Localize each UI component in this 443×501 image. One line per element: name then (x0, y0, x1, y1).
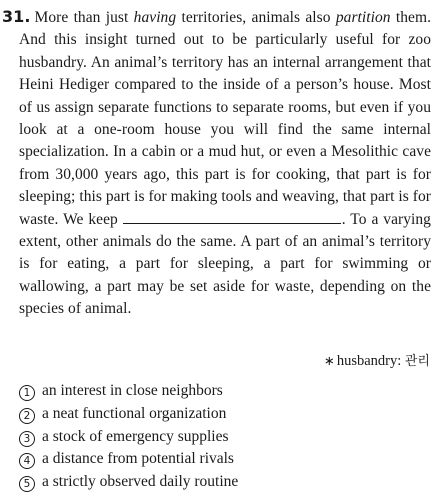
footnote-meaning: 관리 (404, 354, 430, 369)
option-marker-3: 3 (19, 431, 35, 447)
option-1[interactable] (19, 380, 238, 403)
passage-text-2: territories, animals also (176, 9, 336, 26)
option-marker-1: 1 (19, 385, 35, 401)
question-number: 31. (2, 7, 31, 26)
option-text-2: a neat functional organization (42, 404, 227, 422)
option-marker-4: 4 (19, 453, 35, 469)
option-text-1: an interest in close neighbors (42, 382, 223, 399)
option-3[interactable] (19, 426, 238, 449)
answer-options (19, 380, 238, 494)
question-number-wrap (0, 9, 35, 26)
passage-emphasis-having: having (133, 9, 177, 26)
passage-emphasis-partition: partition (335, 9, 391, 26)
footnote-star: ∗ (323, 354, 335, 369)
option-marker-5: 5 (19, 476, 35, 492)
passage (2, 6, 432, 321)
passage-text-3: them. And this insight turned out to be particularly useful for zoo husbandry. An animal’s territory has an internal arrangement that Heini Hediger compared to the inside of a person’s house. Most of us assign separate functions to separate rooms, but even if you look at a one-room house you will find the same internal specialization. In a cabin or a mud hut, or even a Mesolithic cave from 30,000 years ago, this part is for cooking, that part is for sleeping; this part is for making tools and weaving, that part is for waste. We keep (19, 9, 432, 228)
footnote-term: husbandry: (336, 353, 405, 369)
question-block (0, 6, 431, 321)
option-text-5: a strictly observed daily routine (42, 473, 239, 491)
option-5[interactable] (19, 471, 238, 494)
option-text-3: a stock of emergency supplies (42, 427, 229, 445)
option-2[interactable] (19, 403, 238, 426)
footnote (324, 350, 430, 370)
answer-blank (123, 209, 341, 224)
passage-text-after-blank: . To a varying extent, other animals do the same. A part of an animal’s territory is for eating, a part for sleeping, a part for swimming or wallowing, a part may be set aside for waste, depending on the species of animal. (19, 210, 431, 318)
option-4[interactable] (19, 448, 238, 471)
option-marker-2: 2 (19, 408, 35, 424)
passage-text-1: More than just (34, 9, 134, 26)
option-text-4: a distance from potential rivals (42, 450, 234, 468)
